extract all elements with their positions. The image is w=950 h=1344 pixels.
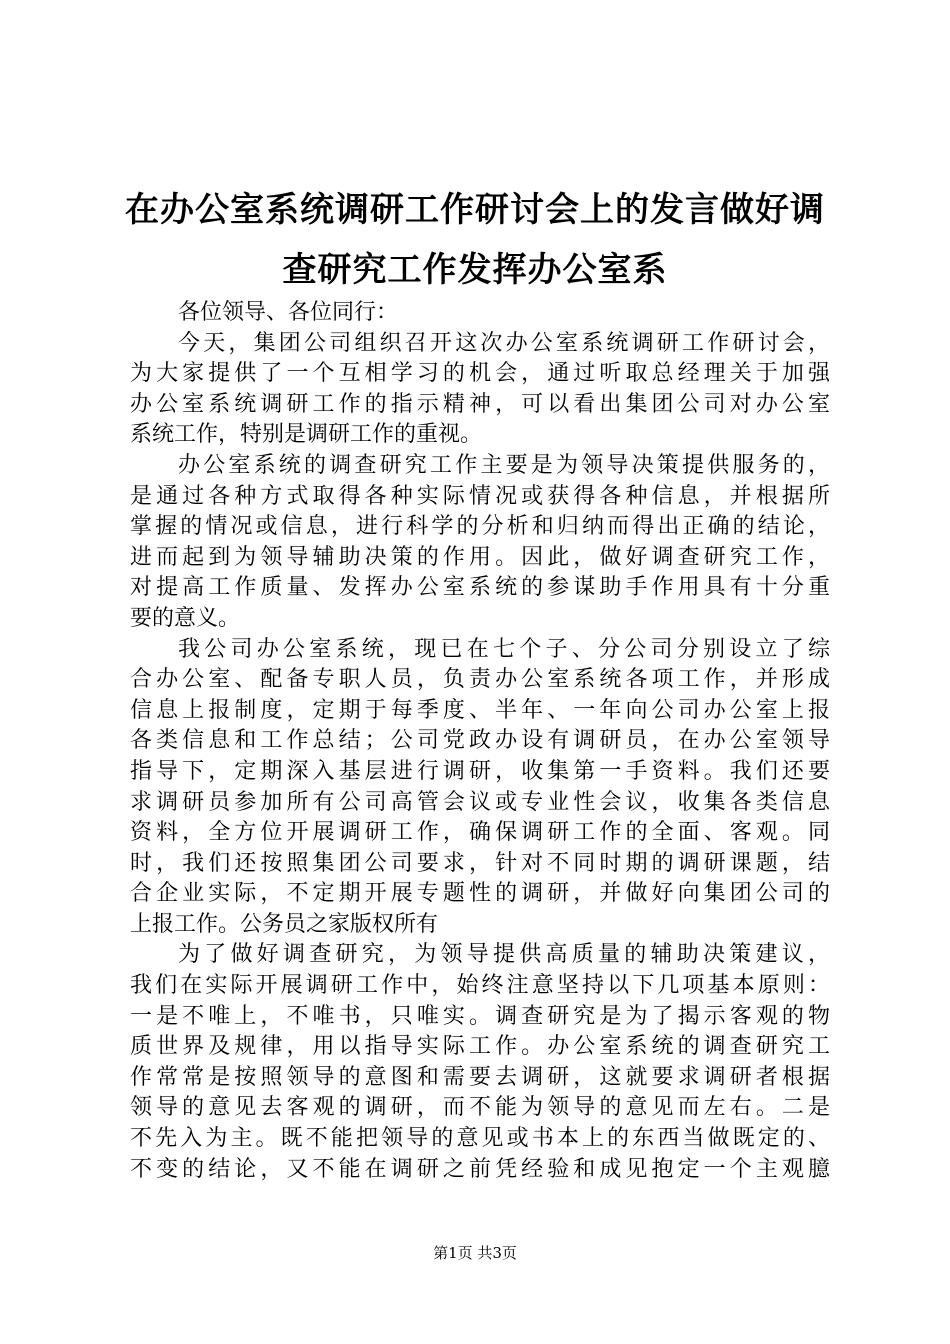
- page-number-footer: 第1页 共3页: [433, 1244, 517, 1262]
- paragraph-3-line-2: 合办公室、配备专职人员，负责办公室系统各项工作，并形成: [130, 667, 830, 693]
- paragraph-4-line-6: 领导的意见去客观的调研，而不能为领导的意见而左右。二是: [130, 1095, 830, 1121]
- paragraph-2-line-2: 是通过各种方式取得各种实际情况或获得各种信息，并根据所: [130, 483, 830, 509]
- paragraph-1-line-4: 系统工作，特别是调研工作的重视。: [130, 422, 483, 448]
- paragraph-4-line-7: 不先入为主。既不能把领导的意见或书本上的东西当做既定的、: [130, 1126, 830, 1152]
- paragraph-4-line-3: 一是不唯上，不唯书，只唯实。调查研究是为了揭示客观的物: [130, 1003, 830, 1029]
- document-title: [100, 180, 850, 300]
- paragraph-1-line-1: 今天，集团公司组织召开这次办公室系统调研工作研讨会，: [178, 330, 830, 356]
- title-line-1: 在办公室系统调研工作研讨会上的发言做好调: [125, 190, 825, 230]
- paragraph-2-line-4: 进而起到为领导辅助决策的作用。因此，做好调查研究工作，: [130, 544, 830, 570]
- paragraph-3-line-5: 指导下，定期深入基层进行调研，收集第一手资料。我们还要: [130, 758, 830, 784]
- paragraph-4-line-8: 不变的结论，又不能在调研之前凭经验和成见抱定一个主观臆: [130, 1156, 830, 1182]
- paragraph-4-line-5: 作常常是按照领导的意图和需要去调研，这就要求调研者根据: [130, 1064, 830, 1090]
- paragraph-3-line-8: 时，我们还按照集团公司要求，针对不同时期的调研课题，结: [130, 850, 830, 876]
- document-body: [130, 298, 830, 1185]
- paragraph-1-line-3: 办公室系统调研工作的指示精神，可以看出集团公司对办公室: [130, 391, 830, 417]
- paragraph-1-line-2: 为大家提供了一个互相学习的机会，通过听取总经理关于加强: [130, 361, 830, 387]
- salutation-line: 各位领导、各位同行：: [178, 300, 399, 325]
- paragraph-2-line-6: 要的意义。: [130, 605, 241, 631]
- paragraph-3-line-6: 求调研员参加所有公司高管会议或专业性会议，收集各类信息: [130, 789, 830, 815]
- paragraph-3-line-4: 各类信息和工作总结；公司党政办设有调研员，在办公室领导: [130, 728, 830, 754]
- paragraph-2-line-3: 掌握的情况或信息，进行科学的分析和归纳而得出正确的结论，: [130, 514, 830, 540]
- paragraph-2-line-5: 对提高工作质量、发挥办公室系统的参谋助手作用具有十分重: [130, 575, 830, 601]
- title-line-2: 查研究工作发挥办公室系: [282, 250, 668, 290]
- paragraph-3-line-9: 合企业实际，不定期开展专题性的调研，并做好向集团公司的: [130, 881, 830, 907]
- paragraph-4-line-1: 为了做好调查研究，为领导提供高质量的辅助决策建议，: [178, 942, 830, 968]
- paragraph-4-line-4: 质世界及规律，用以指导实际工作。办公室系统的调查研究工: [130, 1034, 830, 1060]
- paragraph-3-line-1: 我公司办公室系统，现已在七个子、分公司分别设立了综: [178, 636, 830, 662]
- paragraph-4-line-2: 我们在实际开展调研工作中，始终注意坚持以下几项基本原则：: [130, 973, 830, 999]
- paragraph-3-line-3: 信息上报制度，定期于每季度、半年、一年向公司办公室上报: [130, 697, 830, 723]
- paragraph-3-line-7: 资料，全方位开展调研工作，确保调研工作的全面、客观。同: [130, 820, 830, 846]
- paragraph-3-line-10: 上报工作。公务员之家版权所有: [130, 911, 439, 937]
- paragraph-2-line-1: 办公室系统的调查研究工作主要是为领导决策提供服务的，: [178, 452, 830, 478]
